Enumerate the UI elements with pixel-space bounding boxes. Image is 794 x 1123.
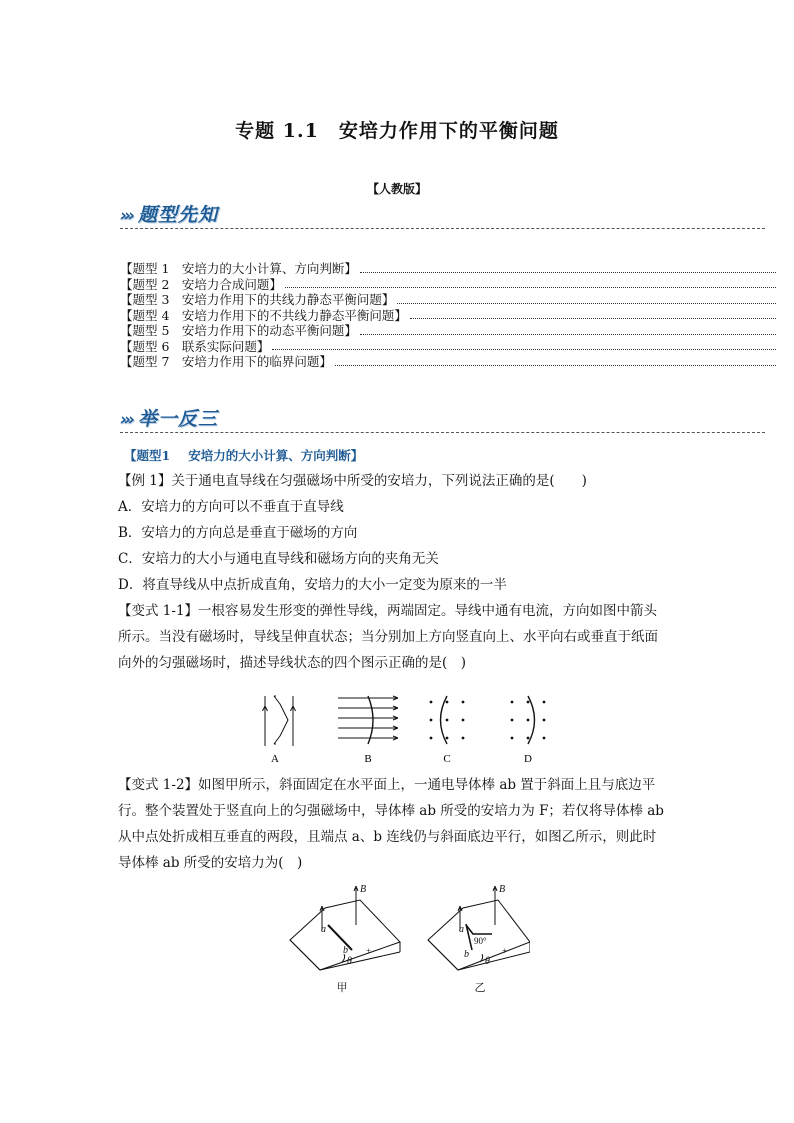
field-label: B bbox=[499, 884, 506, 895]
end-label: b bbox=[343, 945, 348, 956]
toc-item[interactable]: 【题型 4 安培力作用下的不共线力静态平衡问题】 bbox=[120, 308, 776, 324]
option-d[interactable]: D．将直导线从中点折成直角，安培力的大小一定变为原来的一半 bbox=[118, 577, 507, 593]
dashed-divider bbox=[120, 228, 765, 229]
figure-label-b: B bbox=[364, 753, 372, 765]
question-stem: 【例 1】关于通电直导线在匀强磁场中所受的安培力，下列说法正确的是( ) bbox=[118, 473, 587, 489]
plus-sign: + bbox=[366, 946, 372, 956]
variant-1-1-line: 向外的匀强磁场时，描述导线状态的四个图示正确的是( ) bbox=[118, 655, 467, 671]
variant-1-2 bbox=[118, 772, 678, 876]
option-a[interactable]: A．安培力的方向可以不垂直于直导线 bbox=[118, 499, 344, 515]
option-c[interactable]: C．安培力的大小与通电直导线和磁场方向的夹角无关 bbox=[118, 551, 439, 567]
banner-arrows-icon: ››› bbox=[120, 410, 133, 430]
plus-sign: + bbox=[502, 946, 508, 956]
variant-1-2-line: 从中点处折成相互垂直的两段，且端点 a、b 连线仍与斜面底边平行，如图乙所示，则此时 bbox=[118, 829, 657, 845]
toc-item[interactable]: 【题型 6 联系实际问题】 bbox=[120, 339, 776, 355]
right-angle-label: 90° bbox=[474, 936, 487, 946]
banner-examples bbox=[120, 404, 218, 432]
wire-state-figure bbox=[250, 692, 570, 766]
figure-label-d: D bbox=[524, 753, 532, 765]
figure-label-yi: 乙 bbox=[474, 982, 486, 994]
section-heading: 【题型1 安培力的大小计算、方向判断】 bbox=[124, 448, 364, 463]
edition-label: 【人教版】 bbox=[366, 182, 427, 196]
dashed-divider bbox=[120, 432, 765, 433]
toc-item[interactable]: 【题型 1 安培力的大小计算、方向判断】 bbox=[120, 261, 776, 277]
banner-text: 举一反三 bbox=[138, 408, 219, 430]
toc-item[interactable]: 【题型 2 安培力合成问题】 bbox=[120, 277, 776, 293]
angle-label: θ bbox=[347, 956, 352, 967]
field-label: B bbox=[360, 884, 367, 895]
figure-label-jia: 甲 bbox=[336, 982, 348, 994]
banner-text: 题型先知 bbox=[138, 204, 219, 226]
table-of-contents bbox=[120, 261, 776, 370]
variant-1-2-line: 行。整个装置处于竖直向上的匀强磁场中，导体棒 ab 所受的安培力为 F；若仅将导体棒 ab bbox=[118, 803, 664, 819]
example-1 bbox=[118, 468, 678, 676]
end-label: b bbox=[464, 949, 469, 960]
variant-1-1-line: 【变式 1-1】一根容易发生形变的弹性导线，两端固定。导线中通有电流，方向如图中箭头 bbox=[118, 603, 658, 619]
toc-item[interactable]: 【题型 7 安培力作用下的临界问题】 bbox=[120, 354, 776, 370]
variant-1-2-line: 【变式 1-2】如图甲所示，斜面固定在水平面上，一通电导体棒 ab 置于斜面上且与底边平 bbox=[118, 777, 656, 793]
banner-arrows-icon: ››› bbox=[120, 206, 133, 226]
figure-label-c: C bbox=[443, 753, 451, 765]
page-title: 专题 1.1 安培力作用下的平衡问题 bbox=[235, 120, 559, 142]
incline-figure bbox=[280, 880, 530, 995]
banner-question-types bbox=[120, 200, 218, 228]
angle-label: θ bbox=[485, 956, 490, 967]
end-label: a bbox=[459, 924, 464, 935]
variant-1-2-line: 导体棒 ab 所受的安培力为( ) bbox=[118, 855, 303, 871]
figure-label-a: A bbox=[271, 753, 279, 765]
toc-item[interactable]: 【题型 5 安培力作用下的动态平衡问题】 bbox=[120, 323, 776, 339]
end-label: a bbox=[321, 924, 326, 935]
option-b[interactable]: B．安培力的方向总是垂直于磁场的方向 bbox=[118, 525, 358, 541]
variant-1-1-line: 所示。当没有磁场时，导线呈伸直状态；当分别加上方向竖直向上、水平向右或垂直于纸面 bbox=[118, 629, 658, 645]
toc-item[interactable]: 【题型 3 安培力作用下的共线力静态平衡问题】 bbox=[120, 292, 776, 308]
